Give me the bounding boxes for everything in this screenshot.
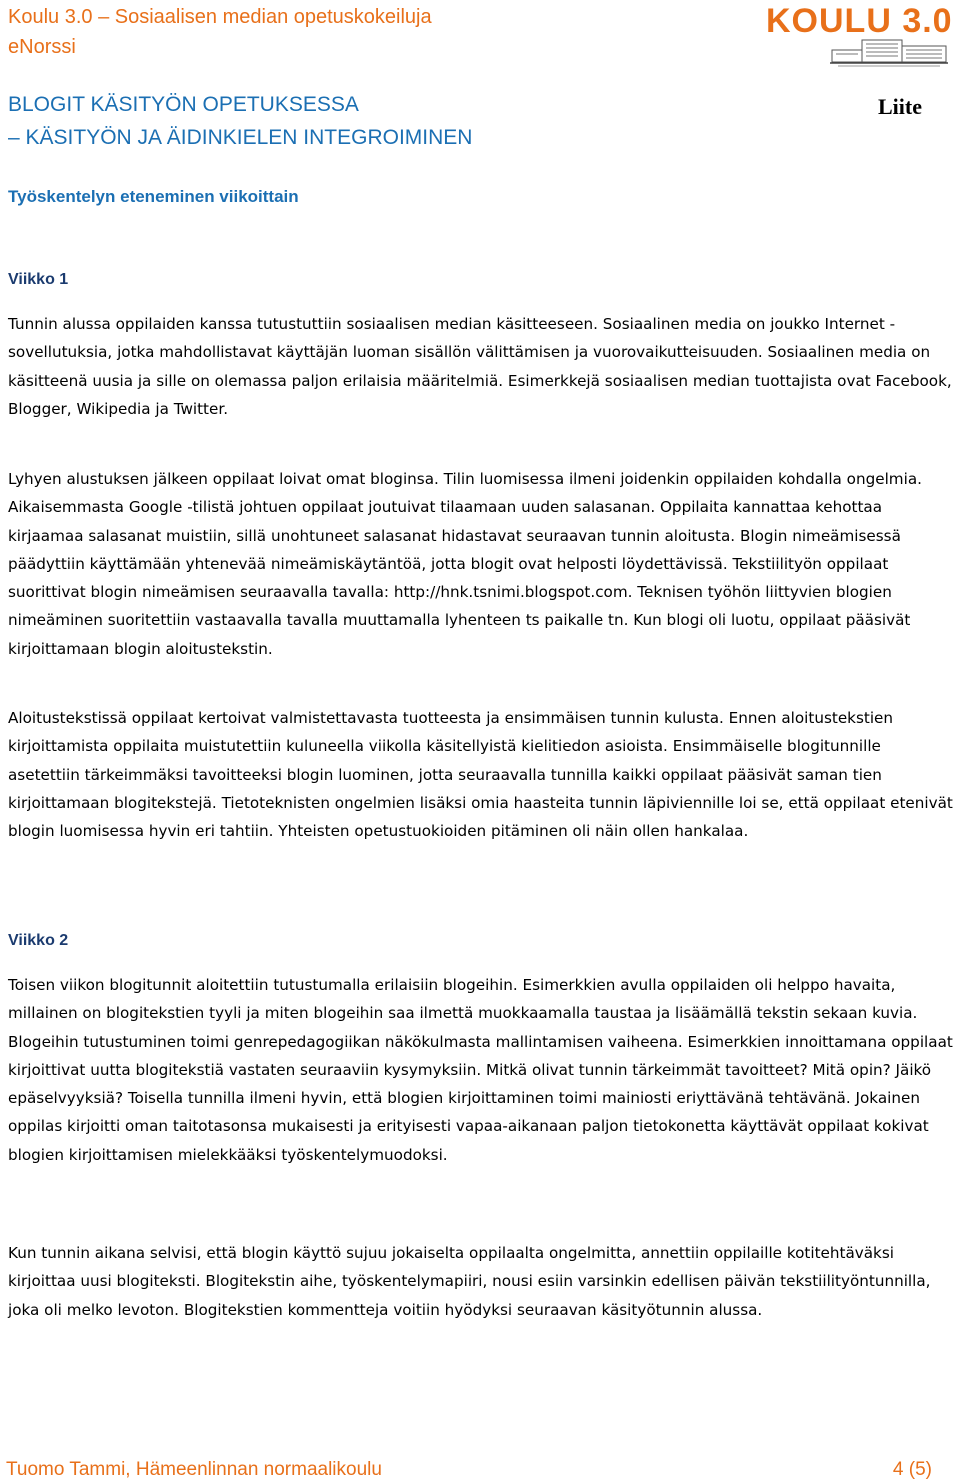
- document-subtitle-text: KÄSITYÖN JA ÄIDINKIELEN INTEGROIMINEN: [25, 126, 473, 149]
- header-project-title: Koulu 3.0 – Sosiaalisen median opetuskokeiluja: [8, 6, 432, 28]
- page-number: 4 (5): [892, 1459, 932, 1480]
- document-title: BLOGIT KÄSITYÖN OPETUKSESSA: [8, 93, 359, 116]
- appendix-label: Liite: [878, 94, 922, 119]
- document-subtitle: [8, 126, 472, 150]
- koulu-logo: [766, 2, 954, 72]
- header-subtitle: eNorssi: [8, 36, 76, 58]
- week1-paragraph-1: Tunnin alussa oppilaiden kanssa tutustuttiin sosiaalisen median käsitteeseen. Sosiaalinen media on joukko Internet -sovellutuksia, jotka mahdollistavat käyttäjän luoman sisällön välittämisen ja vuorovaikutteisuuden. Sosiaalinen media on käsitteenä uusia ja sille on olemassa paljon erilaisia määritelmiä. Esimerkkejä sosiaalisen median tuottajista ovat Facebook, Blogger, Wikipedia ja Twitter.: [8, 315, 952, 418]
- week1-heading: Viikko 1: [8, 271, 69, 288]
- footer-author: Tuomo Tammi, Hämeenlinnan normaalikoulu: [6, 1459, 382, 1480]
- week2-paragraph-1: Toisen viikon blogitunnit aloitettiin tutustumalla erilaisiin blogeihin. Esimerkkien avulla oppilaiden oli helppo havaita, millainen on blogitekstien tyyli ja miten blogeihin saa ilmettä muokkaamalla taustaa ja lisäämällä tekstin sekaan kuvia. Blogeihin tutustuminen toimi genrepedagogiikan näkökulmasta mallintamisen vaiheena. Esimerkkien innoittamana oppilaat kirjoittivat uutta blogitekstiä vastaten seuraaviin kysymyksiin. Mitkä olivat tunnin tärkeimmät tavoitteet? Mitä opin? Jäikö epäselvyyksiä? Toisella tunnilla ilmeni hyvin, että blogien kirjoittaminen toimi mainiosti eriyttävänä tehtävänä. Jokainen oppilas kirjoitti oman taitotasonsa mukaisesti ja erityisesti vapaa-aikanaan paljon tietokonetta käyttävät oppilaat kokivat blogien kirjoittamisen mielekkääksi työskentelymuodoksi.: [8, 976, 953, 1164]
- week1-paragraph-2: Lyhyen alustuksen jälkeen oppilaat loivat omat bloginsa. Tilin luomisessa ilmeni joidenkin oppilaiden kohdalla ongelmia. Aikaisemmasta Google -tilistä johtuen oppilaat joutuivat tilaamaan uuden salasanan. Oppilaita kannattaa kehottaa kirjaamaa salasanat muistiin, sillä unohtuneet salasanat hidastavat seuraavan tunnin aloitusta. Blogin nimeämisessä päädyttiin käyttämään yhtenevää nimeämiskäytäntöä, jotta blogit ovat helposti löydettävissä. Tekstiilityön oppilaat suorittivat blogin nimeämisen seuraavalla tavalla: http://hnk.tsnimi.blogspot.com. Teknisen työhön liittyvien blogien nimeäminen suoritettiin vastaavalla tavalla muuttamalla lyhenteen ts paikalle tn. Kun blogi oli luotu, oppilaat pääsivät kirjoittamaan blogin aloitustekstin.: [8, 470, 922, 658]
- week1-paragraph-3: Aloitustekstissä oppilaat kertoivat valmistettavasta tuotteesta ja ensimmäisen tunnin kulusta. Ennen aloitustekstien kirjoittamista oppilaita muistutettiin kuluneella viikolla käsitellyistä kielitiedon asioista. Ensimmäiselle blogitunnille asetettiin tärkeimmäksi tavoitteeksi blogin luominen, jotta seuraavalla tunnilla kaikki oppilaat pääsivät saman tien kirjoittamaan blogitekstejä. Tietoteknisten ongelmien lisäksi omia haasteita tunnin läpiviennille loi se, että oppilaat etenivät blogin luomisessa hyvin eri tahtiin. Yhteisten opetustuokioiden pitäminen oli näin ollen hankalaa.: [8, 709, 953, 841]
- logo-text: KOULU 3.0: [766, 2, 953, 40]
- title-dash: –: [8, 126, 20, 149]
- school-building-icon: [830, 36, 950, 70]
- week2-paragraph-2: Kun tunnin aikana selvisi, että blogin käyttö sujuu jokaiselta oppilaalta ongelmitta, annettiin oppilaille kotitehtäväksi kirjoittaa uusi blogiteksti. Blogitekstin aihe, työskentelymapiiri, nousi esiin varsinkin edellisen päivän tekstiilityöntunnilla, joka oli melko levoton. Blogitekstien kommentteja voitiin hyödyksi seuraavan käsityötunnin alussa.: [8, 1244, 931, 1319]
- section-heading: Työskentelyn eteneminen viikoittain: [8, 187, 299, 206]
- week2-heading: Viikko 2: [8, 932, 69, 949]
